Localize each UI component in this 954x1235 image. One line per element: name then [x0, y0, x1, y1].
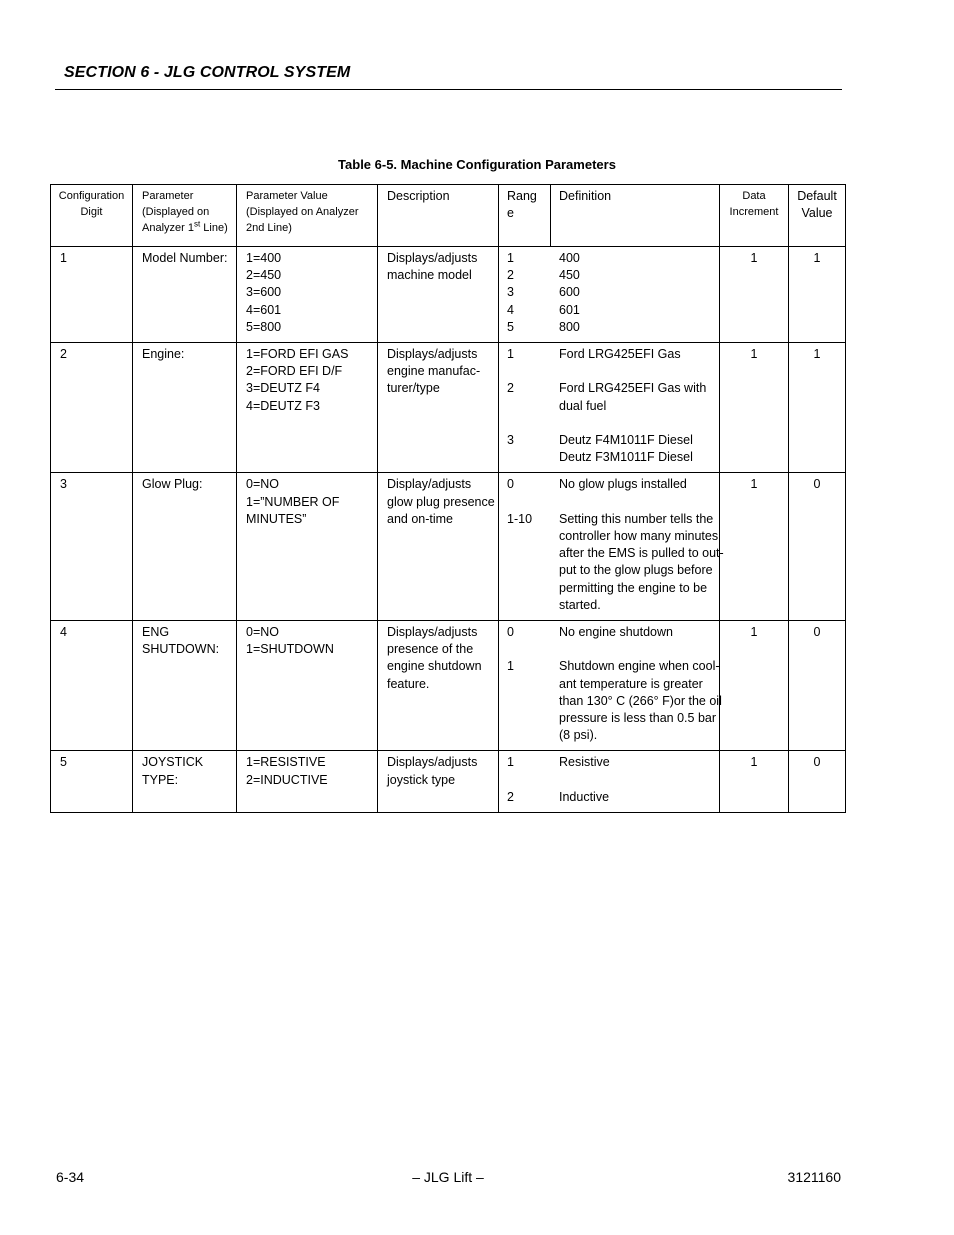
cell-data-increment: 1 — [720, 751, 789, 813]
range-value: 4 — [507, 302, 514, 317]
cell-parameter: Glow Plug: — [133, 473, 237, 621]
range-definition-pair — [507, 754, 715, 771]
definition-text: Inductive — [559, 789, 610, 804]
definition-text: Deutz F4M1011F Diesel Deutz F3M1011F Diesel — [559, 433, 693, 465]
definition-text: 601 — [559, 302, 580, 317]
table-row — [51, 621, 846, 751]
definition-text: Shutdown engine when cool- ant temperature is greater than 130° C (266° F)or the oil pressure is less than 0.5 bar (8 psi). — [559, 659, 722, 743]
range-definition-pair — [507, 284, 715, 301]
machine-configuration-table — [50, 184, 846, 813]
range-definition-pair — [507, 789, 715, 806]
cell-default-value: 0 — [789, 621, 846, 751]
cell-parameter-value: 1=FORD EFI GAS 2=FORD EFI D/F 3=DEUTZ F4 4=DEUTZ F3 — [237, 343, 378, 473]
cell-description: Displays/adjusts engine manufac- turer/type — [378, 343, 499, 473]
col-header-parameter-value: Parameter Value (Displayed on Analyzer 2nd Line) — [237, 185, 378, 247]
table-title: Table 6-5. Machine Configuration Parameters — [338, 157, 616, 172]
cell-parameter-value: 0=NO 1=”NUMBER OF MINUTES” — [237, 473, 378, 621]
table-body — [51, 247, 846, 813]
cell-default-value: 0 — [789, 751, 846, 813]
range-value: 1 — [507, 659, 514, 674]
cell-range-definition — [499, 473, 724, 621]
cell-default-value: 0 — [789, 473, 846, 621]
range-value: 5 — [507, 319, 514, 334]
range-value: 2 — [507, 381, 514, 396]
cell-parameter: ENG SHUTDOWN: — [133, 621, 237, 751]
range-value: 1 — [507, 347, 514, 362]
col-header-config-digit: Configuration Digit — [51, 185, 133, 247]
table-header-row — [51, 185, 846, 247]
cell-description: Displays/adjusts machine model — [378, 247, 499, 343]
cell-parameter: Model Number: — [133, 247, 237, 343]
footer-title: – JLG Lift – — [412, 1169, 484, 1185]
range-value: 1 — [507, 251, 514, 265]
cell-config-digit: 1 — [51, 247, 133, 343]
range-value: 2 — [507, 789, 514, 804]
header-rule — [55, 89, 842, 90]
cell-description: Display/adjusts glow plug presence and on-time — [378, 473, 499, 621]
range-definition-pair — [507, 302, 715, 319]
range-value: 0 — [507, 477, 514, 492]
range-definition-pair — [507, 250, 715, 267]
cell-range-definition — [499, 247, 720, 343]
cell-data-increment: 1 — [720, 247, 789, 343]
definition-text: No engine shutdown — [559, 625, 673, 640]
cell-default-value: 1 — [789, 247, 846, 343]
range-definition-pair — [507, 346, 715, 363]
cell-range-definition — [499, 343, 720, 473]
table-row — [51, 247, 846, 343]
table-row — [51, 343, 846, 473]
page-number: 6-34 — [56, 1169, 85, 1185]
col-header-definition: Definition — [550, 185, 719, 247]
definition-text: 600 — [559, 285, 580, 300]
range-definition-pair — [507, 380, 715, 414]
range-value: 3 — [507, 285, 514, 300]
table-row — [51, 473, 846, 621]
cell-data-increment: 1 — [720, 343, 789, 473]
definition-text: 800 — [559, 319, 580, 334]
cell-parameter-value: 1=400 2=450 3=600 4=601 5=800 — [237, 247, 378, 343]
range-definition-pair — [507, 624, 715, 641]
col-header-data-increment: Data Increment — [720, 185, 789, 247]
col-header-parameter: Parameter (Displayed on Analyzer 1st Line) — [133, 185, 237, 247]
range-value: 2 — [507, 268, 514, 283]
definition-text: 450 — [559, 268, 580, 283]
range-definition-pair — [507, 267, 715, 284]
range-definition-pair — [507, 476, 715, 493]
col-header-range: Rang e — [499, 185, 551, 247]
range-value: 1 — [507, 755, 514, 770]
cell-description: Displays/adjusts presence of the engine shutdown feature. — [378, 621, 499, 751]
range-value: 0 — [507, 625, 514, 640]
document-number: 3121160 — [787, 1169, 841, 1185]
cell-parameter-value: 1=RESISTIVE 2=INDUCTIVE — [237, 751, 378, 813]
cell-range-definition — [499, 751, 720, 813]
cell-parameter: Engine: — [133, 343, 237, 473]
cell-parameter: JOYSTICK TYPE: — [133, 751, 237, 813]
cell-config-digit: 2 — [51, 343, 133, 473]
cell-data-increment: 1 — [720, 621, 789, 751]
cell-parameter-value: 0=NO 1=SHUTDOWN — [237, 621, 378, 751]
cell-config-digit: 4 — [51, 621, 133, 751]
definition-text: 400 — [559, 251, 580, 265]
range-value: 1-10 — [507, 511, 533, 526]
cell-default-value: 1 — [789, 343, 846, 473]
cell-data-increment: 1 — [720, 473, 789, 621]
range-definition-pair — [507, 658, 722, 744]
section-title: SECTION 6 - JLG CONTROL SYSTEM — [64, 64, 351, 81]
cell-description: Displays/adjusts joystick type — [378, 751, 499, 813]
definition-text: No glow plugs installed — [559, 477, 687, 492]
definition-text: Ford LRG425EFI Gas with dual fuel — [559, 381, 707, 413]
definition-text: Ford LRG425EFI Gas — [559, 347, 681, 362]
col-header-default-value: Default Value — [789, 185, 846, 247]
col-header-description: Description — [378, 185, 499, 247]
range-definition-pair — [507, 511, 724, 614]
range-definition-pair — [507, 319, 715, 336]
definition-text: Resistive — [559, 755, 610, 770]
cell-config-digit: 3 — [51, 473, 133, 621]
definition-text: Setting this number tells the controller how many minutes after the EMS is pulled to out- put to the glow plugs before permitting the engine to be started. — [559, 511, 724, 612]
cell-range-definition — [499, 621, 720, 751]
table-row — [51, 751, 846, 813]
cell-config-digit: 5 — [51, 751, 133, 813]
range-value: 3 — [507, 433, 514, 447]
range-definition-pair — [507, 432, 715, 466]
